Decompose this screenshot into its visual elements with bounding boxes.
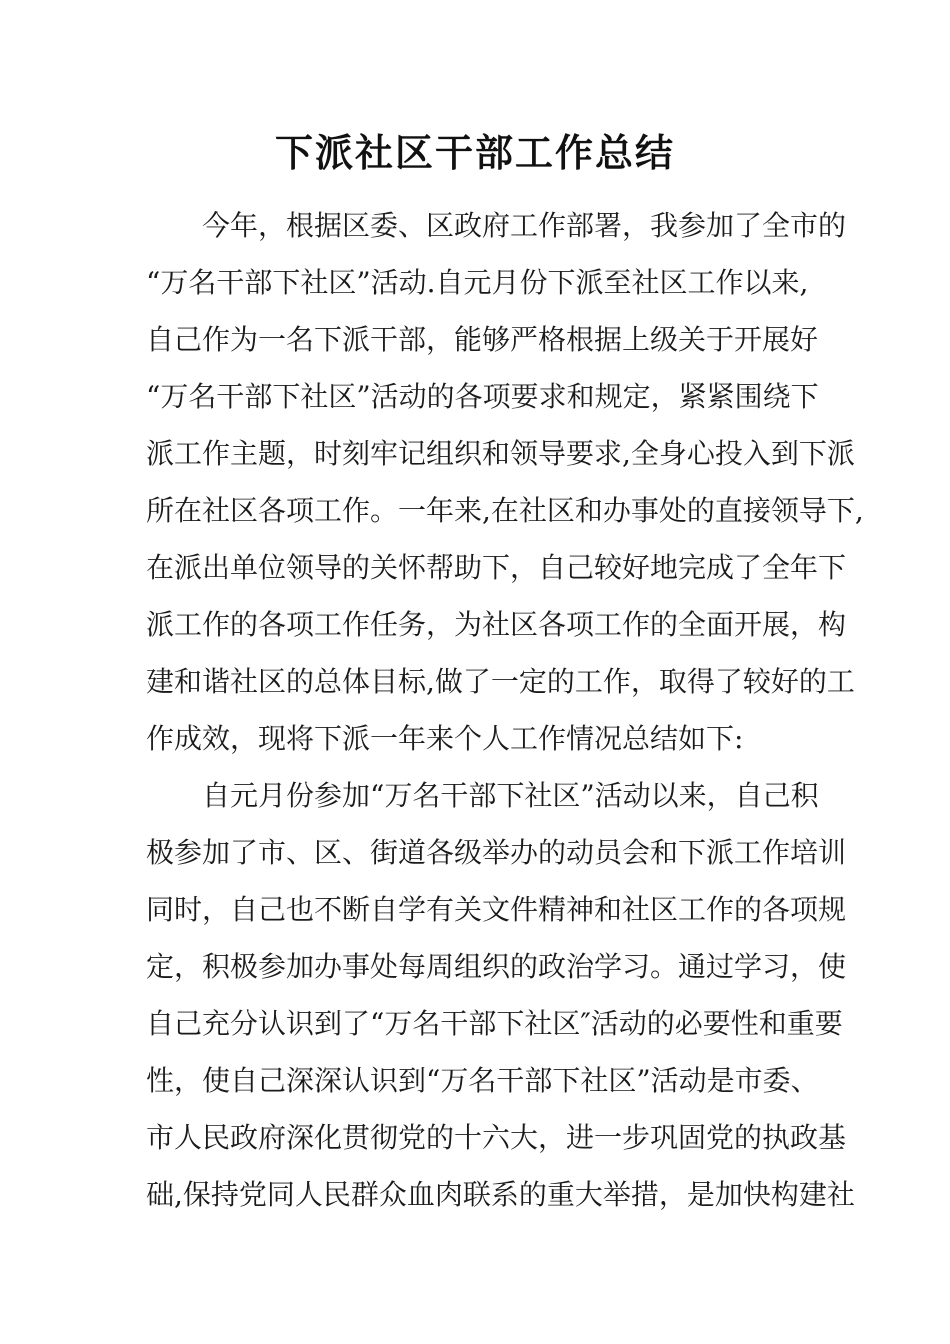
body-line: 自己作为一名下派干部，能够严格根据上级关于开展好	[146, 323, 819, 356]
body-line: 在派出单位领导的关怀帮助下，自己较好地完成了全年下	[146, 551, 847, 584]
body-line: 建和谐社区的总体目标,做了一定的工作，取得了较好的工	[146, 665, 855, 698]
body-line: 定，积极参加办事处每周组织的政治学习。通过学习，使	[146, 950, 847, 983]
body-line: 市人民政府深化贯彻党的十六大，进一步巩固党的执政基	[146, 1121, 847, 1154]
body-line: 性，使自己深深认识到“万名干部下社区”活动是市委、	[146, 1064, 819, 1097]
body-line: 派工作的各项工作任务，为社区各项工作的全面开展，构	[146, 608, 847, 641]
body-line: 作成效，现将下派一年来个人工作情况总结如下:	[146, 722, 744, 755]
body-line: “万名干部下社区”活动的各项要求和规定，紧紧围绕下	[146, 380, 819, 413]
body-line: 础,保持党同人民群众血肉联系的重大举措，是加快构建社	[146, 1178, 855, 1211]
body-line: 极参加了市、区、街道各级举办的动员会和下派工作培训	[146, 836, 847, 869]
body-line: “万名干部下社区”活动.自元月份下派至社区工作以来,	[146, 266, 809, 299]
body-line: 自己充分认识到了“万名干部下社区″活动的必要性和重要	[146, 1007, 843, 1040]
body-line: 今年，根据区委、区政府工作部署，我参加了全市的	[146, 209, 847, 242]
body-line: 派工作主题，时刻牢记组织和领导要求,全身心投入到下派	[146, 437, 855, 470]
body-line: 自元月份参加“万名干部下社区”活动以来，自己积	[146, 779, 819, 812]
body-line: 所在社区各项工作。一年来,在社区和办事处的直接领导下,	[146, 494, 864, 527]
body-line: 同时，自己也不断自学有关文件精神和社区工作的各项规	[146, 893, 847, 926]
document-title: 下派社区干部工作总结	[274, 130, 675, 175]
